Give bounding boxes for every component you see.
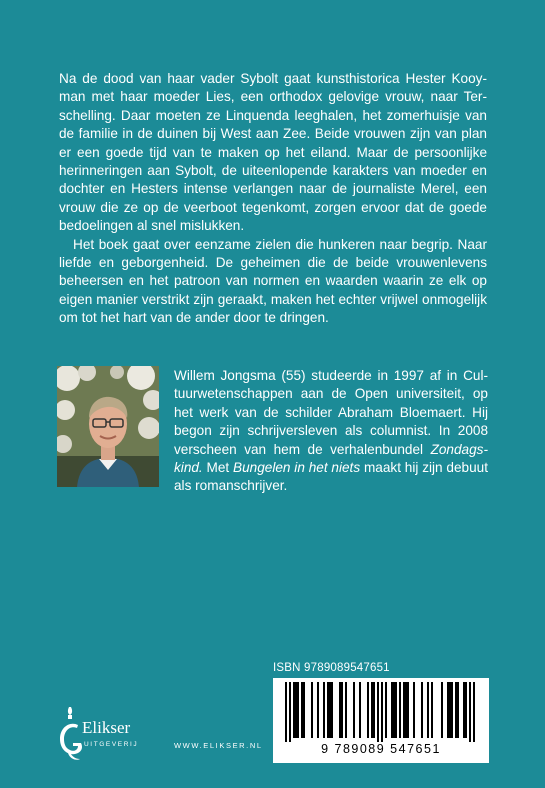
author-bio-text-2: Met xyxy=(202,460,234,476)
barcode-bar xyxy=(317,682,319,738)
back-cover-blurb xyxy=(59,70,487,328)
barcode-bar xyxy=(391,682,393,738)
barcode-bar xyxy=(295,682,297,738)
barcode-bar xyxy=(427,682,429,738)
barcode-bar xyxy=(285,682,287,742)
barcode-bar xyxy=(413,682,415,738)
barcode-digits: 9 789089 547651 xyxy=(321,742,441,756)
barcode-bar xyxy=(431,682,433,738)
barcode-bar xyxy=(353,682,355,738)
barcode-bar xyxy=(311,682,313,738)
isbn-barcode xyxy=(273,678,489,763)
publisher-subtitle: UITGEVERIJ xyxy=(84,741,139,748)
barcode-bar xyxy=(323,682,325,738)
barcode-bar xyxy=(457,682,459,738)
blurb-paragraph-1: Na de dood van haar vader Sybolt gaat kunsthistorica Hester Kooyman met haar moeder Lies, een orthodox gelovige vrouw, naar Terschelling. Daar moeten ze Linquenda leeghalen, het zomerhuisje van de familie in de duinen bij West aan Zee. Beide vrouwen zijn van plan er een goede tijd van te maken op het eiland. Maar de persoonlijke herinneringen aan Sybolt, de uiteenlopende karakters van moeder en dochter en Hesters intense verlangen naar de journaliste Merel, een vrouw die ze op de veerboot tegenkomt, zorgen ervoor dat de goede bedoelingen al snel mislukken. xyxy=(59,71,487,234)
barcode-bar xyxy=(297,682,299,738)
author-bio-text-3: maakt hij zijn debuut als romanschrijver. xyxy=(174,460,489,494)
barcode-bar xyxy=(327,682,329,738)
publisher-logo xyxy=(56,703,176,765)
barcode-bars xyxy=(277,682,485,742)
barcode-bar xyxy=(473,682,475,742)
barcode-bar xyxy=(463,682,465,738)
barcode-bar xyxy=(455,682,457,738)
barcode-bar xyxy=(371,682,373,738)
isbn-label: ISBN 9789089547651 xyxy=(273,662,390,674)
barcode-bar xyxy=(367,682,369,738)
barcode-bar xyxy=(329,682,331,738)
barcode-bar xyxy=(405,682,407,738)
barcode-bar xyxy=(395,682,397,738)
barcode-bar xyxy=(441,682,443,738)
barcode-bar xyxy=(385,682,387,738)
author-bio xyxy=(174,367,488,496)
barcode-bar xyxy=(301,682,303,738)
barcode-bar xyxy=(407,682,409,738)
blurb-paragraph-2: Het boek gaat over eenzame zielen die hunkeren naar begrip. Naar liefde en geborgenheid. De geheimen die de beide vrouwenlevens beheersen en het patroon van normen en waarden waarin ze elk op eigen manier verstrikt zijn geraakt, maken het echter vrijwel onmogelijk om tot het hart van de ander door te dringen. xyxy=(59,236,487,326)
publisher-name: Elikser xyxy=(82,718,131,737)
author-book-title-1: Zondagskind. xyxy=(174,441,488,476)
author-photo xyxy=(57,366,159,487)
barcode-bar xyxy=(469,682,471,742)
barcode-bar xyxy=(293,682,295,738)
barcode-bar xyxy=(331,682,333,738)
barcode-bar xyxy=(381,682,383,742)
barcode-bar xyxy=(393,682,395,738)
barcode-bar xyxy=(373,682,375,738)
author-portrait-image xyxy=(57,366,159,487)
barcode-bar xyxy=(345,682,347,738)
barcode-bar xyxy=(447,682,449,738)
barcode-bar xyxy=(289,682,291,742)
barcode-bar xyxy=(359,682,361,738)
barcode-bar xyxy=(465,682,467,738)
barcode-bar xyxy=(449,682,451,738)
author-book-title-2: Bungelen in het niets xyxy=(233,460,361,476)
barcode-bar xyxy=(421,682,423,738)
barcode-bar xyxy=(451,682,453,738)
barcode-bar xyxy=(303,682,305,738)
barcode-bar xyxy=(377,682,379,742)
barcode-bar xyxy=(399,682,401,738)
barcode-bar xyxy=(403,682,405,738)
barcode-bar xyxy=(341,682,343,738)
publisher-website: WWW.ELIKSER.NL xyxy=(174,741,263,750)
barcode-bar xyxy=(339,682,341,738)
author-bio-text-1: Willem Jongsma (55) studeerde in 1997 af in Cultuurwetenschappen aan de Open universiteit, op het werk van de schilder Abraham Bloemaert. Hij begon zijn schrijversleven als columnist. In 2008 verscheen van hem de verhalenbundel xyxy=(174,368,488,457)
